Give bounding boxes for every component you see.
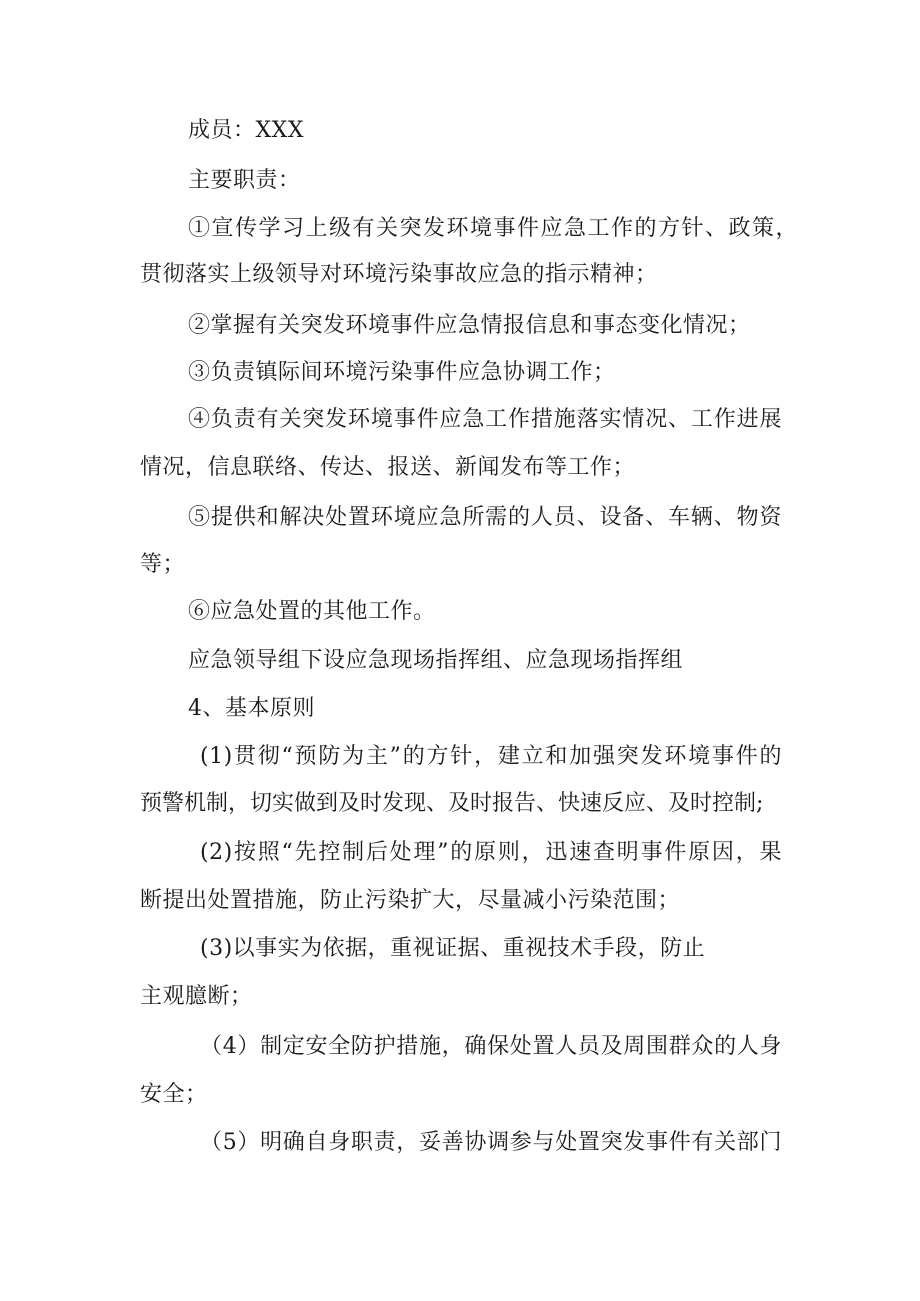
duty-4-line-1: ④负责有关突发环境事件应急工作措施落实情况、工作进展	[188, 407, 782, 432]
principle-5-line-1: （5）明确自身职责，妥善协调参与处置突发事件有关部门	[200, 1130, 782, 1155]
members-line: 成员：XXX	[188, 118, 304, 143]
duty-3-line: ③负责镇际间环境污染事件应急协调工作；	[188, 360, 616, 385]
principle-1-line-2: 预警机制，切实做到及时发现、及时报告、快速反应、及时控制;	[140, 791, 764, 816]
duty-4-line-2: 情况，信息联络、传达、报送、新闻发布等工作；	[140, 455, 636, 480]
principle-4-line-1: （4）制定安全防护措施，确保处置人员及周围群众的人身	[200, 1034, 782, 1059]
duty-2-line: ②掌握有关突发环境事件应急情报信息和事态变化情况；	[188, 313, 751, 338]
duty-5-line-2: 等；	[140, 552, 186, 577]
principle-4-line-2: 安全；	[140, 1082, 208, 1107]
duty-1-line-1: ①宣传学习上级有关突发环境事件应急工作的方针、政策，	[188, 216, 798, 241]
principle-3-line-1: (3)以事实为依据，重视证据、重视技术手段，防止	[200, 936, 706, 961]
duty-1-line-2: 贯彻落实上级领导对环境污染事故应急的指示精神；	[140, 262, 658, 287]
principle-2-line-1: (2)按照“先控制后处理”的原则，迅速查明事件原因，果	[200, 840, 782, 865]
duty-6-line: ⑥应急处置的其他工作。	[188, 599, 436, 624]
duties-heading: 主要职责：	[188, 168, 301, 193]
subgroup-line: 应急领导组下设应急现场指挥组、应急现场指挥组	[188, 648, 684, 673]
duty-5-line-1: ⑤提供和解决处置环境应急所需的人员、设备、车辆、物资	[188, 505, 782, 530]
section-4-heading: 4、基本原则	[188, 696, 315, 721]
principle-2-line-2: 断提出处置措施，防止污染扩大，尽量减小污染范围；	[140, 888, 681, 913]
principle-3-line-2: 主观臆断；	[140, 984, 253, 1009]
principle-1-line-1: (1)贯彻“预防为主”的方针，建立和加强突发环境事件的	[200, 744, 782, 769]
